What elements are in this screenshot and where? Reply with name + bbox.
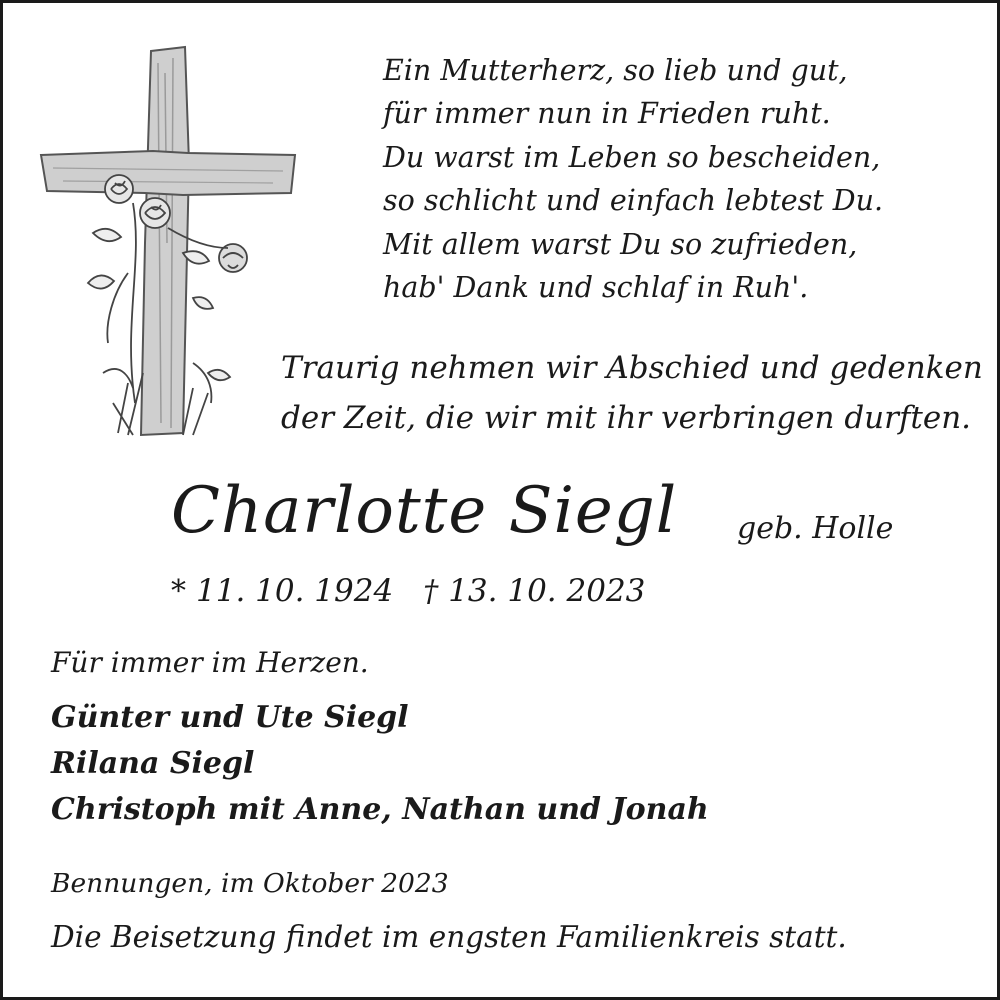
- poem-line: Du warst im Leben so bescheiden,: [383, 140, 881, 174]
- mourner-name: Günter und Ute Siegl: [51, 700, 409, 735]
- life-dates: [171, 569, 645, 614]
- mourners-list: [51, 695, 709, 833]
- poem-line: Ein Mutterherz, so lieb und gut,: [383, 54, 848, 87]
- burial-note: Die Beisetzung findet im engsten Familienkreis statt.: [51, 920, 847, 954]
- birth-date: 11. 10. 1924: [196, 573, 394, 609]
- motto-text: Für immer im Herzen.: [51, 646, 369, 679]
- birth-symbol: *: [171, 574, 186, 609]
- memorial-poem: [383, 49, 983, 309]
- poem-line: hab' Dank und schlaf in Ruh'.: [383, 271, 809, 305]
- death-date: 13. 10. 2023: [448, 573, 646, 609]
- poem-line: für immer nun in Frieden ruht.: [383, 97, 831, 131]
- mourner-name: Christoph mit Anne, Nathan und Jonah: [51, 792, 709, 827]
- poem-line: Mit allem warst Du so zufrieden,: [383, 227, 858, 261]
- farewell-line: der Zeit, die wir mit ihr verbringen durften.: [281, 400, 972, 436]
- maiden-name: geb. Holle: [737, 511, 894, 546]
- farewell-text: [281, 343, 996, 443]
- deceased-name: Charlotte Siegl: [171, 474, 678, 548]
- death-symbol: †: [423, 574, 439, 609]
- place-and-date: Bennungen, im Oktober 2023: [51, 868, 449, 899]
- mourner-name: Rilana Siegl: [51, 746, 255, 781]
- farewell-line: Traurig nehmen wir Abschied und gedenken: [281, 350, 983, 386]
- cross-with-roses-icon: [33, 43, 303, 438]
- poem-line: so schlicht und einfach lebtest Du.: [383, 184, 884, 218]
